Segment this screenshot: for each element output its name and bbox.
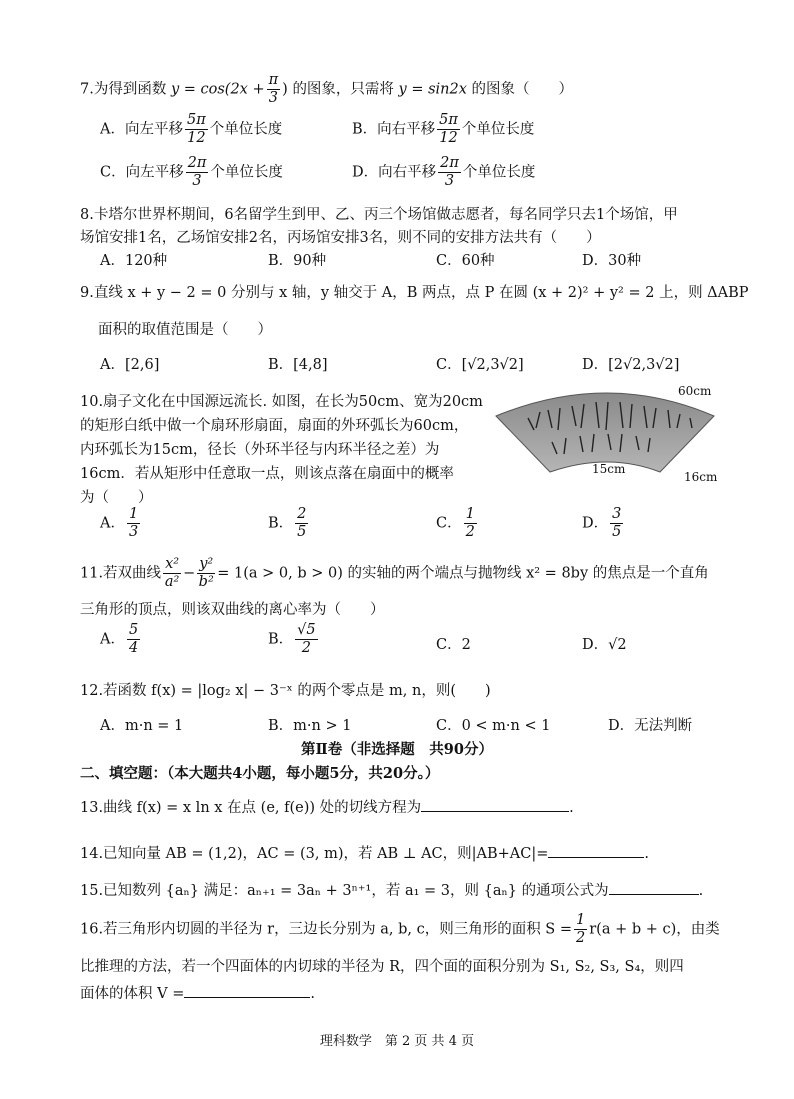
q14-line: 14.已知向量 AB = (1,2)，AC = (3, m)，若 AB ⊥ AC，则|AB+AC|= . [80,842,794,863]
q13-answer-blank[interactable] [421,797,569,812]
part2-title: 第Ⅱ卷（非选择题 共90分） [301,741,493,758]
q15-line: 15.已知数列 {aₙ} 满足：aₙ₊₁ = 3aₙ + 3ⁿ⁺¹，若 a₁ = 3，则 {aₙ} 的通项公式为 . [80,879,794,900]
q9-option-b[interactable]: B．[4,8] [268,357,328,373]
q10-line-3: 内环弧长为15cm，径长（外环半径与内环半径之差）为 [80,442,440,458]
q7-formula-2: y = sin2x [398,81,467,98]
fan-label-radial: 16cm [684,470,718,484]
q9-line-1: 9.直线 x + y − 2 = 0 分别与 x 轴，y 轴交于 A，B 两点，点 P 在圆 (x + 2)² + y² = 2 上，则 ΔABP [80,285,749,301]
q7-stem: 7.为得到函数 y = cos(2x + $\frac{\pi}{3}$ ) 的图象，只需将 y = sin2x 的图象（ ） [80,72,574,106]
q11-line-2: 三角形的顶点，则该双曲线的离心率为（ ） [80,602,385,618]
q12-option-a[interactable]: A．m·n = 1 [100,718,184,734]
fan-label-outer: 60cm [678,384,712,398]
q8-line-1: 8.卡塔尔世界杯期间，6名留学生到甲、乙、丙三个场馆做志愿者，每名同学只去1个场馆，甲 [80,207,678,223]
q12-option-d[interactable]: D．无法判断 [608,718,693,734]
q10-option-a[interactable]: A． $\frac{1}{3}$ [100,506,139,540]
q7-formula-1: y = cos(2x + [170,81,265,98]
q8-option-b[interactable]: B．90种 [268,253,327,269]
q7-option-c[interactable]: C．向左平移 $\frac{2\pi}{3}$ 个单位长度 [100,155,283,189]
q10-line-2: 的矩形白纸中做一个扇环形扇面，扇面的外环弧长为60cm， [80,418,469,434]
q7-option-a[interactable]: A．向左平移 $\frac{5\pi}{12}$ 个单位长度 [100,112,283,146]
fan-label-inner: 15cm [592,462,626,476]
q9-option-d[interactable]: D．[2√2,3√2] [582,357,680,373]
section2-title: 二、填空题：（本大题共4小题，每小题5分，共20分。） [80,765,440,782]
q8-option-c[interactable]: C．60种 [436,253,495,269]
q9-option-a[interactable]: A．[2,6] [100,357,160,373]
fan-shape [496,393,714,472]
q7-option-b[interactable]: B．向右平移 $\frac{5\pi}{12}$ 个单位长度 [352,112,535,146]
q11-option-c[interactable]: C．2 [436,637,471,653]
q16-answer-blank[interactable] [184,983,310,998]
q12-option-b[interactable]: B．m·n > 1 [268,718,352,734]
q10-line-1: 10.扇子文化在中国源远流长. 如图，在长为50cm、宽为20cm [80,394,483,410]
q12-line-1: 12.若函数 f(x) = |log₂ x| − 3⁻ˣ 的两个零点是 m, n，则( ) [80,683,491,699]
q16-line-2: 比推理的方法，若一个四面体的内切球的半径为 R，四个面的面积分别为 S₁, S₂, S₃, S₄，则四 [80,959,684,975]
q11-line-1: 11.若双曲线 $\frac{\text{x²}}{\text{a²}}$ − $\frac{\text{y²}}{\text{b²}}$ = 1(a > 0, b > 0) 的实轴的两个端点与抛物线 x² = 8by 的焦点是一个直角 [80,556,709,590]
q11-option-a[interactable]: A． $\frac{5}{4}$ [100,622,139,656]
q7-option-d[interactable]: D．向右平移 $\frac{2\pi}{3}$ 个单位长度 [352,155,536,189]
q9-line-2: 面积的取值范围是（ ） [98,322,272,338]
page-footer: 理科数学 第 2 页 共 4 页 [319,1034,475,1049]
q7-formula-frac: $\frac{\pi}{3}$ [268,72,279,106]
q8-option-d[interactable]: D．30种 [582,253,642,269]
q10-option-b[interactable]: B． $\frac{2}{5}$ [268,506,307,540]
q10-line-4: 16cm．若从矩形中任意取一点，则该点落在扇面中的概率 [80,466,454,482]
q14-answer-blank[interactable] [548,843,644,858]
q10-line-5: 为（ ） [80,490,153,506]
q8-line-2: 场馆安排1名，乙场馆安排2名，丙场馆安排3名，则不同的安排方法共有（ ） [80,230,601,246]
q11-option-b[interactable]: B． $\frac{√5}{2}$ [268,622,316,656]
q9-option-c[interactable]: C．[√2,3√2] [436,357,524,373]
q13-line: 13.曲线 f(x) = x ln x 在点 (e, f(e)) 处的切线方程为 . [80,796,794,817]
q10-option-d[interactable]: D． $\frac{3}{5}$ [582,506,622,540]
q15-answer-blank[interactable] [609,880,699,895]
q16-line-1: 16.若三角形内切圆的半径为 r，三边长分别为 a, b, c，则三角形的面积 S = $\frac{1}{2}$ r(a + b + c)，由类 [80,912,720,946]
q11-option-d[interactable]: D．√2 [582,637,627,653]
q10-option-c[interactable]: C． $\frac{1}{2}$ [436,506,475,540]
q16-line-3: 面体的体积 V = . [80,982,794,1003]
fan-figure [488,380,720,488]
q12-option-c[interactable]: C．0 < m·n < 1 [436,718,551,734]
q8-option-a[interactable]: A．120种 [100,253,168,269]
